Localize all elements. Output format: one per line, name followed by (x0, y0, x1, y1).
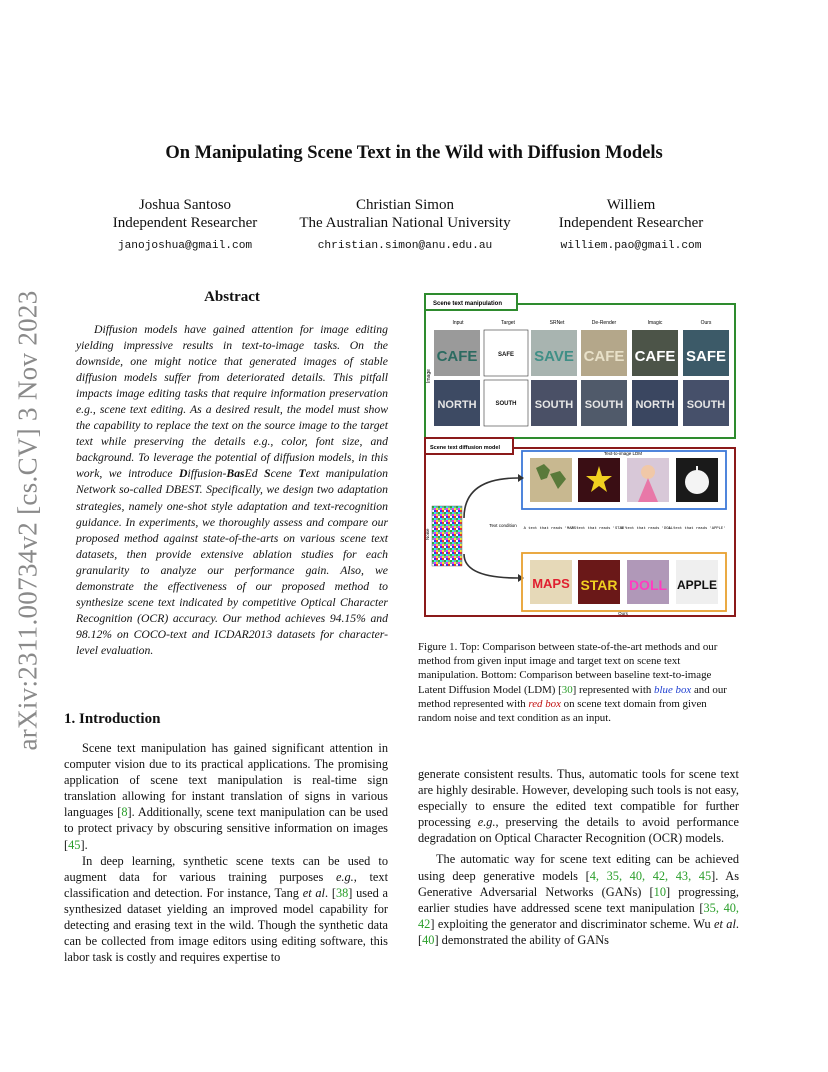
citation-link[interactable]: 45 (68, 837, 81, 852)
paragraph: In deep learning, synthetic scene texts can be used to augment data for various training purposes e.g., text classification and detection. For instance, Tang et al. [38] used a synthesized dataset yielding an improved model capability for detecting and erasing text in the wild. Though the synthetic data can be collected from image editors using editing software, this labor task is costly and requires expertise to (64, 853, 389, 965)
col-header: Input (452, 320, 464, 326)
author-name: Christian Simon (356, 197, 454, 213)
author-email[interactable]: janojoshua@gmail.com (117, 240, 253, 252)
row-2-images (434, 380, 729, 426)
author-1 (90, 196, 280, 255)
intro-column-left (64, 740, 388, 965)
abstract-text: Diffusion models have gained attention for image editing yielding impressive results in text-to-image tasks. On the downside, one might notice that generated images of stable diffusion models suffer from deteriorated details. This pitfall impacts image editing tasks that require information preservation e.g., scene text editing. As a desired result, the model must show the capability to replace the text on the source image to the target text while preserving the details e.g., color, font size, and background. To leverage the potential of diffusion models, in this work, we introduce Diffusion-BasEd Scene Text manipulation Network so-called DBEST. Specifically, we design two adaptation strategies, namely one-shot style adaptation and text-recognition guidance. In experiments, we thoroughly assess and compare our proposed method against state-of-the-arts on various scene text datasets, then provide extensive ablation studies for each granularity to analyze our performance gain. Also, we demonstrate the effectiveness of our proposed method to synthesize scene text indicated by competitive Optical Character Recognition (OCR) accuracy. Our method achieves 94.15% and 98.12% on COCO-text and ICDAR2013 datasets for character-level evaluation. (76, 323, 388, 657)
citation-link[interactable]: 8 (121, 805, 128, 820)
target-text: SAFE (497, 352, 515, 358)
author-affiliation: Independent Researcher (558, 215, 704, 231)
author-email[interactable]: christian.simon@anu.edu.au (317, 240, 493, 252)
col-header: Imagic (647, 320, 663, 326)
paragraph: The automatic way for scene text editing can be achieved using deep generative models [4, 35, 40, 42, 43, 45]. As Generative Adversarial Networks (GANs) [10] progressing, earlier studies have addressed scene text manipulation [35, 40, 42] exploiting the generator and discriminator scheme. Wu et al. [40] demonstrated the ability of GANs (418, 852, 740, 947)
output-text: MAPS (532, 576, 570, 591)
author-3 (538, 196, 724, 255)
author-2 (280, 196, 530, 255)
arrow (464, 554, 518, 578)
author-affiliation: Independent Researcher (112, 215, 258, 231)
image-text: CAFE (634, 348, 676, 365)
image-text: NORTH (635, 399, 675, 411)
arrow (464, 478, 518, 518)
noise-label: Noise (425, 528, 430, 540)
noise-image (432, 506, 462, 566)
output-text: APPLE (676, 578, 718, 592)
citation-link[interactable]: 35, 40, 42 (418, 900, 739, 931)
output-text: STAR (580, 577, 618, 593)
citation-link[interactable]: 30 (561, 683, 573, 696)
ldm-images (530, 458, 718, 502)
image-text: NORTH (437, 399, 477, 411)
image-text: SAVE (534, 348, 574, 365)
citation-link[interactable]: 40 (422, 932, 435, 947)
diffusion-label: Scene text diffusion model (430, 445, 500, 451)
figure-caption: Figure 1. Top: Comparison between state-of-the-art methods and our method from given input image and target text on scene text manipulation. Bottom: Comparison between baseline text-to-image Latent Diffusion Model (LDM) [30] represented with blue box and our method represented with red box on scene text domain from given random noise and text condition as an input. (418, 641, 727, 725)
arxiv-identifier: arXiv:2311.00734v2 [cs.CV] 3 Nov 2023 (12, 290, 43, 751)
col-header: De-Render (591, 320, 617, 326)
paragraph: generate consistent results. Thus, automatic tools for scene text are highly desirable. However, developing such tools is not easy, especially to ensure the edited text compatible for further processing e.g., preserving the details to avoid performance degradation on Optical Character Recognition (OCR) models. (418, 767, 739, 846)
citation-link[interactable]: 10 (653, 884, 666, 899)
section-heading-introduction: 1. Introduction (64, 711, 161, 727)
figure-1 (418, 288, 740, 618)
image-text: SAFE (685, 348, 727, 365)
author-affiliation: The Australian National University (299, 215, 511, 231)
prompt: A text that reads 'STAR' (571, 527, 627, 531)
prompt: A text that reads 'APPLE' (668, 527, 726, 531)
col-header: SRNet (549, 320, 565, 326)
citation-link[interactable]: 4, 35, 40, 42, 43, 45 (589, 868, 712, 883)
row-1-images (434, 330, 729, 376)
paper-title: On Manipulating Scene Text in the Wild with Diffusion Models (165, 143, 663, 163)
side-label: Image (426, 369, 432, 383)
ldm-label: Text-to-image LDM (603, 451, 643, 456)
image-text: SOUTH (584, 399, 624, 411)
intro-column-right (418, 766, 739, 953)
target-text: SOUTH (495, 401, 517, 407)
ours-label: Ours (618, 611, 628, 616)
image-text: CAFE (583, 348, 625, 365)
manipulation-label: Scene text manipulation (433, 301, 503, 307)
author-name: Joshua Santoso (138, 197, 232, 213)
col-header: Ours (700, 320, 712, 326)
image-text: SOUTH (534, 399, 574, 411)
paragraph: Scene text manipulation has gained significant attention in computer vision due to its practical applications. The promising application of scene text manipulation is real-time sign translation allowing for instant translation of signs in various languages [8]. Additionally, scene text manipulation can be used to protect privacy by obscuring sensitive information on images [45]. (64, 741, 388, 852)
image-text: CAFE (436, 348, 478, 365)
text-condition-label: Text condition (489, 523, 517, 528)
citation-link[interactable]: 38 (335, 885, 349, 900)
col-header: Target (501, 320, 515, 326)
prompt: A text that reads 'DOLL' (620, 527, 676, 531)
output-text: DOLL (628, 577, 668, 593)
author-name: Williem (606, 197, 656, 213)
abstract-heading: Abstract (204, 289, 260, 305)
prompt: A text that reads 'MAPS' (523, 527, 579, 531)
author-email[interactable]: williem.pao@gmail.com (560, 240, 702, 252)
image-text: SOUTH (686, 399, 726, 411)
